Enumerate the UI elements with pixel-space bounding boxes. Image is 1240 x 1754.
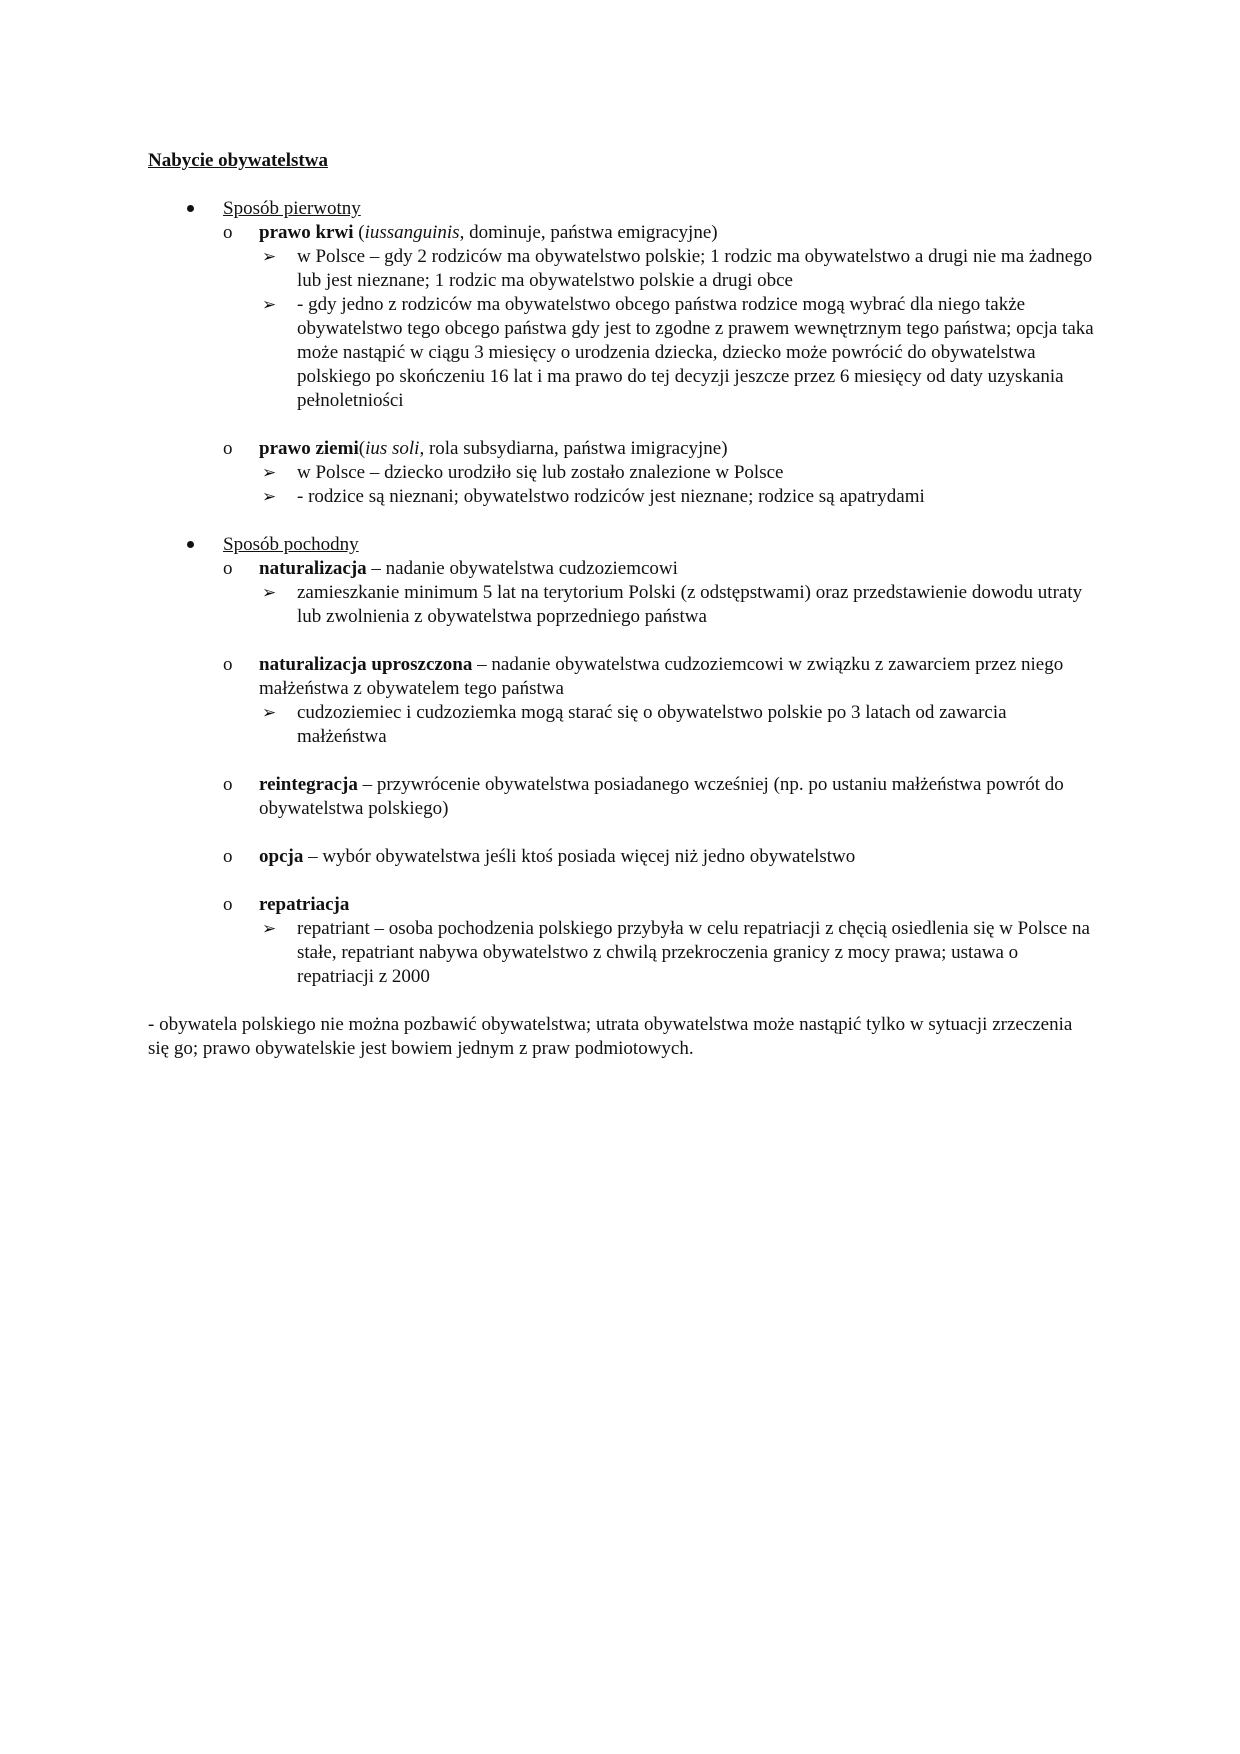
term: opcja bbox=[259, 846, 304, 867]
arrow-marker: ➢ bbox=[262, 487, 277, 506]
list-item: naturalizacja uproszczona – nadanie obywatelstwa cudzoziemcowi w związku z zawarciem przez niego małżeństwa z obywatelem tego państwa bbox=[259, 654, 1064, 699]
term: prawo ziemi bbox=[259, 438, 359, 459]
sub-item: - gdy jedno z rodziców ma obywatelstwo obcego państwa rodzice mogą wybrać dla niego także obywatelstwo tego obcego państwa gdy jest to zgodne z prawem wewnętrznym tego państwa; opcja taka może nastąpić w ciągu 3 miesięcy o urodzenia dziecka, dziecko może powrócić do obywatelstwa polskiego po skończeniu 16 lat i ma prawo do tej decyzji jeszcze przez 6 miesięcy od daty uzyskania pełnoletniości bbox=[297, 294, 1094, 411]
circle-marker: o bbox=[223, 894, 233, 915]
circle-marker: o bbox=[223, 222, 233, 243]
term: prawo krwi bbox=[259, 222, 354, 243]
arrow-marker: ➢ bbox=[262, 919, 277, 938]
list-item bbox=[259, 893, 1099, 917]
section-heading: Sposób pochodny bbox=[223, 534, 359, 555]
bullet-marker bbox=[187, 205, 194, 212]
list-item: prawo krwi (iussanguinis, dominuje, państwa emigracyjne) bbox=[259, 222, 718, 243]
document-title: Nabycie obywatelstwa bbox=[148, 150, 328, 171]
sub-item: w Polsce – gdy 2 rodziców ma obywatelstwo polskie; 1 rodzic ma obywatelstwo a drugi nie ma żadnego lub jest nieznane; 1 rodzic ma obywatelstwo polskie a drugi obce bbox=[297, 246, 1093, 291]
circle-marker: o bbox=[223, 846, 233, 867]
term: repatriacja bbox=[259, 894, 350, 915]
arrow-marker: ➢ bbox=[262, 295, 277, 314]
arrow-marker: ➢ bbox=[262, 703, 277, 722]
circle-marker: o bbox=[223, 438, 233, 459]
sub-item: cudzoziemiec i cudzoziemka mogą starać się o obywatelstwo polskie po 3 latach od zawarcia małżeństwa bbox=[297, 702, 1007, 747]
circle-marker: o bbox=[223, 654, 233, 675]
list-item: naturalizacja – nadanie obywatelstwa cudzoziemcowi bbox=[259, 558, 678, 579]
term: reintegracja bbox=[259, 774, 358, 795]
arrow-marker: ➢ bbox=[262, 463, 277, 482]
list-item: prawo ziemi(ius soli, rola subsydiarna, państwa imigracyjne) bbox=[259, 438, 728, 459]
term: naturalizacja uproszczona bbox=[259, 654, 473, 675]
sub-item: zamieszkanie minimum 5 lat na terytorium Polski (z odstępstwami) oraz przedstawienie dowodu utraty lub zwolnienia z obywatelstwa poprzedniego państwa bbox=[297, 582, 1083, 627]
circle-marker: o bbox=[223, 558, 233, 579]
sub-item: - rodzice są nieznani; obywatelstwo rodziców jest nieznane; rodzice są apatrydami bbox=[297, 486, 925, 507]
term: naturalizacja bbox=[259, 558, 367, 579]
list-item: opcja – wybór obywatelstwa jeśli ktoś posiada więcej niż jedno obywatelstwo bbox=[259, 846, 856, 867]
list-item: reintegracja – przywrócenie obywatelstwa posiadanego wcześniej (np. po ustaniu małżeństwa powrót do obywatelstwa polskiego) bbox=[259, 774, 1064, 819]
circle-marker: o bbox=[223, 774, 233, 795]
arrow-marker: ➢ bbox=[262, 247, 277, 266]
bullet-marker bbox=[187, 541, 194, 548]
sub-item: w Polsce – dziecko urodziło się lub zostało znalezione w Polsce bbox=[297, 462, 784, 483]
sub-item: repatriant – osoba pochodzenia polskiego przybyła w celu repatriacji z chęcią osiedlenia się w Polsce na stałe, repatriant nabywa obywatelstwo z chwilą przekroczenia granicy z mocy prawa; ustawa o repatriacji z 2000 bbox=[297, 918, 1090, 987]
arrow-marker: ➢ bbox=[262, 583, 277, 602]
closing-paragraph: - obywatela polskiego nie można pozbawić obywatelstwa; utrata obywatelstwa może nastąpić tylko w sytuacji zrzeczenia się go; prawo obywatelskie jest bowiem jednym z praw podmiotowych. bbox=[148, 1014, 1073, 1059]
section-heading: Sposób pierwotny bbox=[223, 198, 361, 219]
